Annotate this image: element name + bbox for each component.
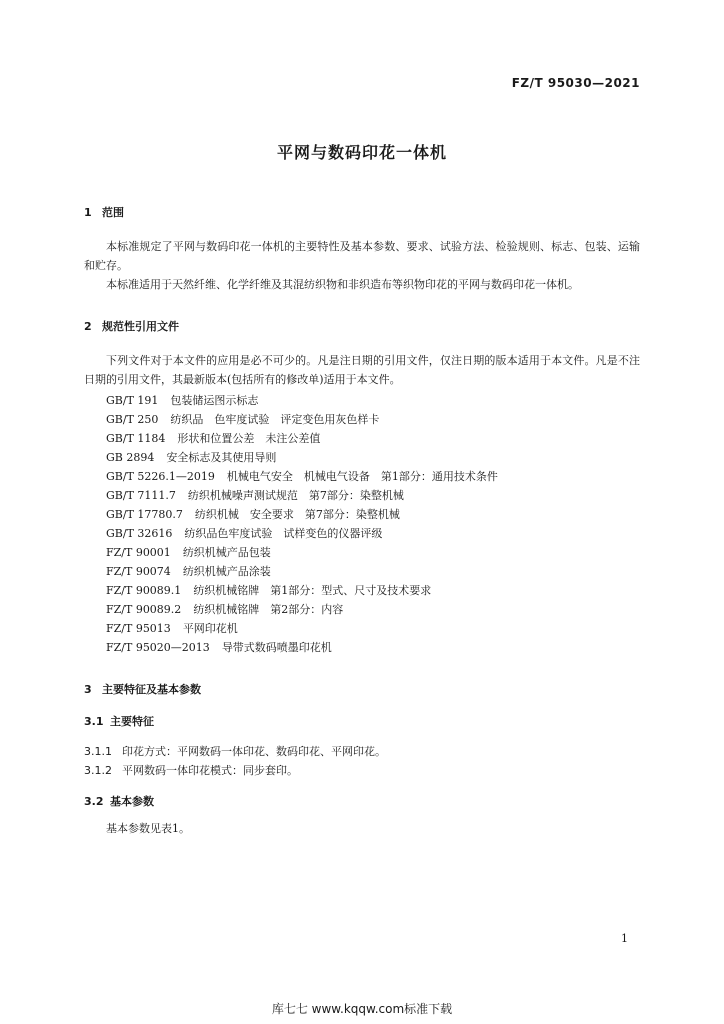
reference-title: 导带式数码喷墨印花机 [221, 641, 332, 654]
reference-item [106, 601, 343, 617]
section-title: 范围 [102, 206, 124, 219]
clause-number: 3.1.2 [84, 764, 112, 777]
reference-item [106, 411, 379, 427]
reference-item [106, 582, 431, 598]
section-number: 3 [84, 683, 92, 696]
section-3-heading [84, 681, 201, 697]
reference-title: 纺织机械产品涂装 [182, 565, 271, 578]
reference-item [106, 449, 276, 465]
clause-item [84, 743, 386, 759]
reference-code: FZ/T 90001 [106, 546, 171, 559]
reference-item [106, 563, 271, 579]
clause-item [84, 762, 298, 778]
page-number: 1 [621, 932, 628, 945]
subsection-title: 主要特征 [110, 715, 154, 728]
reference-item [106, 639, 332, 655]
reference-title: 安全标志及其使用导则 [166, 451, 277, 464]
subsection-3-1-heading [84, 713, 154, 729]
reference-code: GB/T 1184 [106, 432, 166, 445]
reference-code: GB/T 32616 [106, 527, 173, 540]
section-number: 2 [84, 320, 92, 333]
reference-item [106, 468, 498, 484]
paragraph: 基本参数见表1。 [106, 822, 190, 835]
reference-title: 平网印花机 [182, 622, 238, 635]
paragraph: 本标准适用于天然纤维、化学纤维及其混纺织物和非织造布等织物印花的平网与数码印花一体机。 [106, 278, 579, 291]
subsection-number: 3.1 [84, 715, 104, 728]
reference-title: 纺织机械产品包装 [182, 546, 271, 559]
reference-item [106, 506, 400, 522]
reference-item [106, 487, 404, 503]
reference-code: FZ/T 90089.1 [106, 584, 182, 597]
reference-code: GB/T 191 [106, 394, 159, 407]
section-2-heading [84, 318, 179, 334]
reference-code: GB/T 17780.7 [106, 508, 183, 521]
paragraph: 本标准规定了平网与数码印花一体机的主要特性及基本参数、要求、试验方法、检验规则、标志、包装、运输和贮存。 [84, 240, 640, 272]
subsection-3-2-heading [84, 793, 154, 809]
subsection-number: 3.2 [84, 795, 104, 808]
reference-code: GB/T 250 [106, 413, 159, 426]
reference-code: FZ/T 95020—2013 [106, 641, 210, 654]
document-title: 平网与数码印花一体机 [276, 143, 447, 162]
clause-text: 印花方式：平网数码一体印花、数码印花、平网印花。 [122, 745, 386, 758]
document-code: FZ/T 95030—2021 [511, 76, 640, 90]
reference-code: FZ/T 90089.2 [106, 603, 182, 616]
section-title: 主要特征及基本参数 [102, 683, 201, 696]
clause-text: 平网数码一体印花模式：同步套印。 [122, 764, 298, 777]
reference-code: GB/T 5226.1—2019 [106, 470, 215, 483]
reference-code: FZ/T 95013 [106, 622, 171, 635]
subsection-title: 基本参数 [110, 795, 154, 808]
reference-title: 纺织机械 安全要求 第7部分：染整机械 [194, 508, 400, 521]
paragraph: 下列文件对于本文件的应用是必不可少的。凡是注日期的引用文件，仅注日期的版本适用于本文件。凡是不注日期的引用文件，其最新版本(包括所有的修改单)适用于本文件。 [84, 354, 640, 386]
reference-title: 纺织品 色牢度试验 评定变色用灰色样卡 [170, 413, 380, 426]
reference-code: FZ/T 90074 [106, 565, 171, 578]
section-number: 1 [84, 206, 92, 219]
section-1-heading [84, 204, 124, 220]
reference-code: GB 2894 [106, 451, 155, 464]
reference-title: 纺织机械铭牌 第2部分：内容 [193, 603, 344, 616]
reference-item [106, 430, 320, 446]
section-title: 规范性引用文件 [102, 320, 179, 333]
reference-item [106, 620, 238, 636]
reference-item [106, 392, 258, 408]
clause-number: 3.1.1 [84, 745, 112, 758]
reference-title: 机械电气安全 机械电气设备 第1部分：通用技术条件 [226, 470, 498, 483]
reference-code: GB/T 7111.7 [106, 489, 176, 502]
reference-title: 纺织机械铭牌 第1部分：型式、尺寸及技术要求 [193, 584, 432, 597]
reference-title: 形状和位置公差 未注公差值 [177, 432, 321, 445]
reference-title: 包装储运图示标志 [170, 394, 259, 407]
reference-title: 纺织机械噪声测试规范 第7部分：染整机械 [187, 489, 404, 502]
footer-watermark: 库七七 www.kqqw.com标准下载 [271, 1002, 453, 1016]
reference-title: 纺织品色牢度试验 试样变色的仪器评级 [184, 527, 383, 540]
reference-item [106, 525, 382, 541]
reference-item [106, 544, 271, 560]
